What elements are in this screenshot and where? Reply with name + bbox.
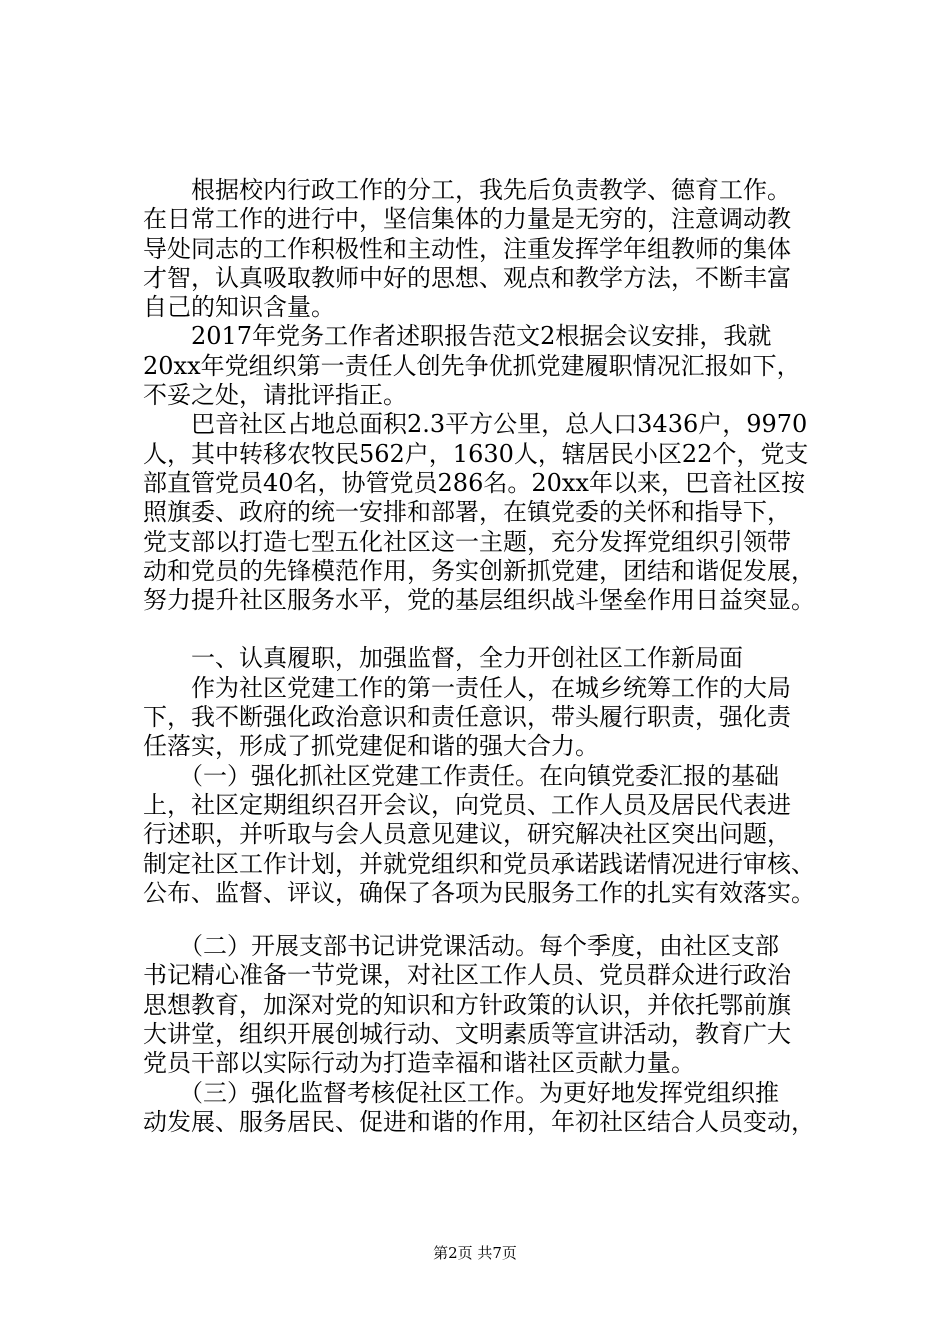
text-line: （三）强化监督考核促社区工作。为更好地发挥党组织推 <box>143 1078 779 1107</box>
text-line: 自己的知识含量。 <box>143 293 335 322</box>
text-line: 照旗委、政府的统一安排和部署，在镇党委的关怀和指导下， <box>143 498 791 527</box>
text-line: 党员干部以实际行动为打造幸福和谐社区贡献力量。 <box>143 1049 695 1078</box>
text-line: 书记精心准备一节党课，对社区工作人员、党员群众进行政治 <box>143 961 791 990</box>
page-number: 第2页 共7页 <box>433 1244 517 1262</box>
text-line: 党支部以打造七型五化社区这一主题，充分发挥党组织引领带 <box>143 527 791 556</box>
text-line: 人，其中转移农牧民562户，1630人，辖居民小区22个，党支 <box>143 439 809 468</box>
text-line: 行述职，并听取与会人员意见建议，研究解决社区突出问题， <box>143 820 791 849</box>
text-line: 动和党员的先锋模范作用，务实创新抓党建，团结和谐促发展， <box>143 556 815 585</box>
text-line: 制定社区工作计划，并就党组织和党员承诺践诺情况进行审核、 <box>143 849 815 878</box>
text-line: 导处同志的工作积极性和主动性，注重发挥学年组教师的集体 <box>143 234 791 263</box>
text-line: 大讲堂，组织开展创城行动、文明素质等宣讲活动，教育广大 <box>143 1020 791 1049</box>
text-line: 思想教育，加深对党的知识和方针政策的认识，并依托鄂前旗 <box>143 990 791 1019</box>
text-line: 作为社区党建工作的第一责任人，在城乡统筹工作的大局 <box>143 673 791 702</box>
text-line: 在日常工作的进行中，坚信集体的力量是无穷的，注意调动教 <box>143 205 791 234</box>
text-line: 努力提升社区服务水平，党的基层组织战斗堡垒作用日益突显。 <box>143 586 815 615</box>
text-line: 不妥之处，请批评指正。 <box>143 381 407 410</box>
text-line: 根据校内行政工作的分工，我先后负责教学、德育工作。 <box>143 176 791 204</box>
text-line: 才智，认真吸取教师中好的思想、观点和教学方法，不断丰富 <box>143 263 791 292</box>
text-line: 2017年党务工作者述职报告范文2根据会议安排，我就 <box>143 322 772 351</box>
text-line: 部直管党员40名，协管党员286名。20xx年以来，巴音社区按 <box>143 468 805 497</box>
text-line: 任落实，形成了抓党建促和谐的强大合力。 <box>143 732 599 761</box>
text-line: （一）强化抓社区党建工作责任。在向镇党委汇报的基础 <box>143 761 779 790</box>
text-line: 20xx年党组织第一责任人创先争优抓党建履职情况汇报如下， <box>143 351 801 380</box>
section-heading: 一、认真履职，加强监督，全力开创社区工作新局面 <box>143 644 743 673</box>
text-line: 公布、监督、评议，确保了各项为民服务工作的扎实有效落实。 <box>143 878 815 907</box>
document-body <box>143 176 855 1137</box>
text-line: 动发展、服务居民、促进和谐的作用，年初社区结合人员变动， <box>143 1107 815 1136</box>
text-line: 下，我不断强化政治意识和责任意识，带头履行职责，强化责 <box>143 703 791 732</box>
text-line: 巴音社区占地总面积2.3平方公里，总人口3436户，9970 <box>143 410 808 439</box>
text-line: 上，社区定期组织召开会议，向党员、工作人员及居民代表进 <box>143 790 791 819</box>
text-line: （二）开展支部书记讲党课活动。每个季度，由社区支部 <box>143 932 779 961</box>
